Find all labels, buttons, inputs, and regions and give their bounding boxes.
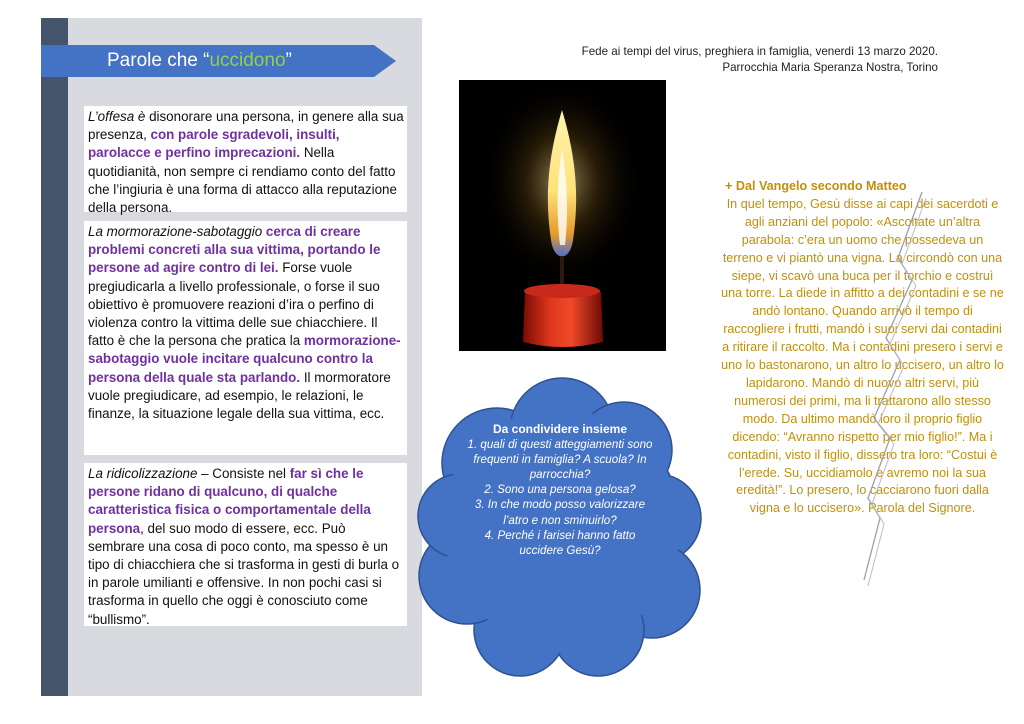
- section-offesa: [84, 106, 407, 216]
- gospel-title: + Dal Vangelo secondo Matteo: [725, 179, 907, 193]
- section-text: Nella quotidianità, non sempre ci rendiamo conto del fatto che l’ingiuria è una forma di attacco alla reputazione della persona.: [88, 145, 397, 216]
- section-text: , del suo modo di essere, ecc. Può sembrare una cosa di poco conto, ma spesso è un tipo di chiacchiera che si trasforma in gesti di burla o in parole umilianti e offensive. In non pochi casi si trasforma in quello che oggi è conosciuto come “bullismo”.: [88, 520, 400, 627]
- section-mormorazione: [84, 221, 407, 455]
- pencil-scribble: [860, 188, 940, 618]
- header-line-2: Parrocchia Maria Speranza Nostra, Torino: [722, 61, 938, 74]
- section-emphasis: mormorazione-sabotaggio vuole incitare qualcuno contro la persona della quale sta parlando.: [88, 333, 401, 385]
- discussion-text: [462, 422, 658, 558]
- section-text: – Consiste nel: [197, 466, 290, 481]
- section-emphasis: far sì che le persone ridano di qualcuno, di qualche caratteristica fisica o comportamentale della persona: [88, 466, 371, 536]
- section-emphasis: con parole sgradevoli, insulti, parolacce e perfino imprecazioni.: [88, 127, 340, 161]
- section-ridicolizzazione: [84, 463, 407, 626]
- header-info: [582, 44, 938, 76]
- left-side-bar: [41, 18, 68, 696]
- discussion-item: 3. In che modo posso valorizzare l’atro e non sminuirlo?: [474, 498, 646, 527]
- title-prefix: Parole che “: [107, 50, 210, 71]
- candle-icon: [459, 80, 666, 351]
- section-text: Il mormoratore vuole pregiudicare, ad esempio, le relazioni, le finanze, la situazione legale della sua vittima, ecc.: [88, 369, 391, 422]
- discussion-item: 4. Perché i farisei hanno fatto uccidere Gesù?: [484, 528, 636, 557]
- page-title: [107, 50, 292, 72]
- gospel-text: In quel tempo, Gesù disse ai capi dei sacerdoti e agli anziani del popolo: «Ascoltate un’altra parabola: c’era un uomo che possedeva un terreno e vi piantò una vigna. La circondò con una siepe, vi scavò una buca per il torchio e costruì una torre. La diede in affitto a dei contadini e se ne andò lontano. Quando arrivò il tempo di raccogliere i frutti, mandò i suoi servi dai contadini a ritirare il raccolto. Ma i contadini presero i servi e uno lo bastonarono, un altro lo uccisero, un altro lo lapidarono. Mandò di nuovo altri servi, più numerosi dei primi, ma li trattarono allo stesso modo. Da ultimo mandò loro il proprio figlio dicendo: “Avranno rispetto per mio figlio!”. Ma i contadini, visto il figlio, dissero tra loro: “Costui è l’erede. Su, uccidiamolo e avremo noi la sua eredità!”. Lo presero, lo cacciarono fuori dalla vigna e lo uccisero». Parola del Signore.: [721, 196, 1004, 516]
- section-emphasis: cerca di creare problemi concreti alla sua vittima, portando le persone ad agire contro di lei.: [88, 224, 381, 276]
- candle-image: [459, 80, 666, 351]
- section-term: La mormorazione-sabotaggio: [88, 224, 263, 239]
- title-accent: uccidono: [209, 50, 286, 71]
- section-term: L’offesa è: [88, 109, 146, 124]
- header-line-1: Fede ai tempi del virus, preghiera in famiglia, venerdì 13 marzo 2020.: [581, 45, 938, 58]
- discussion-item: 2. Sono una persona gelosa?: [484, 483, 636, 497]
- section-text: disonorare una persona, in genere alla sua presenza,: [88, 109, 404, 143]
- discussion-item: 1. quali di questi atteggiamenti sono frequenti in famiglia? A scuola? In parrocchia?: [467, 438, 653, 482]
- discussion-title: Da condividere insieme: [492, 422, 628, 436]
- section-term: La ridicolizzazione: [88, 466, 198, 481]
- section-text: Forse vuole pregiudicarla a livello professionale, o forse il suo obiettivo è promuovere reazioni d’ira o perfino di violenza contro la vittima delle sue chiacchiere. Il fatto è che la persona che pratica la: [88, 260, 380, 349]
- title-suffix: ”: [285, 50, 292, 71]
